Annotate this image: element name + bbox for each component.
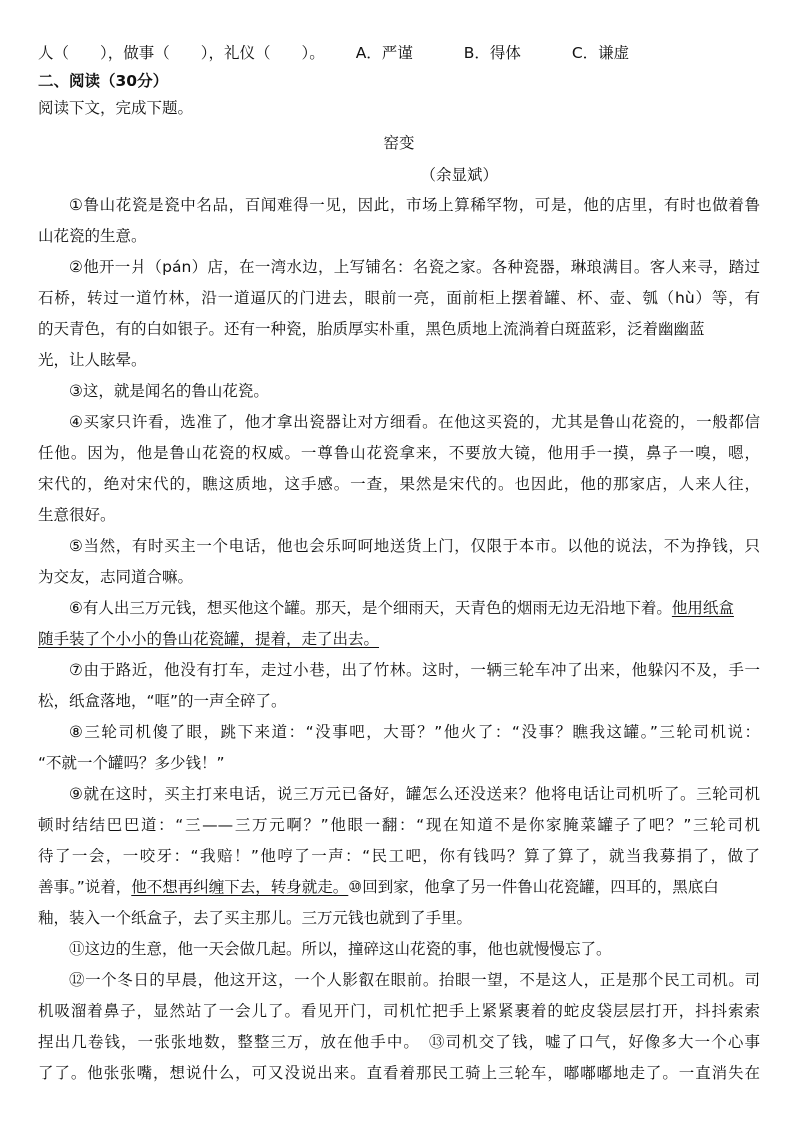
choice-blanks-text: 人（ ），做事（ ），礼仪（ ）。 [38,44,325,62]
paragraph-line: ②他开一爿（pán）店，在一湾水边，上写铺名：名瓷之家。各种瓷器，琳琅满目。客人来寻，踏过 [69,258,760,276]
paragraph-line: 任他。因为，他是鲁山花瓷的权威。一尊鲁山花瓷拿来，不要放大镜，他用手一摸，鼻子一嗅，嗯， [38,444,760,462]
paragraph-text: 善事。”说着， [38,878,132,896]
reading-instruction: 阅读下文，完成下题。 [38,99,194,117]
paragraph-line: ③这，就是闻名的鲁山花瓷。 [69,382,269,400]
underlined-sentence: 他用纸盒 [671,599,734,617]
paragraph-line: 了了。他张张嘴，想说什么，可又没说出来。直看着那民工骑上三轮车，嘟嘟嘟地走了。一直消失在 [38,1064,760,1082]
paragraph-line: ⑫一个冬日的早晨，他这开这，一个人影叡在眼前。抬眼一望，不是这人，正是那个民工司机。司 [69,971,760,989]
choice-line [38,38,760,68]
paragraph-line: 山花瓷的生意。 [38,227,147,245]
paragraph-line: ⑦由于路近，他没有打车，走过小巷，出了竹林。这时，一辆三轮车冲了出来，他躲闪不及，手一 [69,661,760,679]
paragraph-line: ④买家只许看，选准了，他才拿出瓷器让对方细看。在他这买瓷的，尤其是鲁山花瓷的，一般都信 [69,413,760,431]
paragraph-line [38,593,760,624]
option-c: C．谦虚 [571,44,630,62]
paragraph-line: 光，让人眩晕。 [38,351,147,369]
paragraph-line: “不就一个罐吗？多少钱！” [38,754,225,772]
paragraph-line: 生意很好。 [38,506,116,524]
paragraph-line [38,872,760,903]
paragraph-line: ⑤当然，有时买主一个电话，他也会乐呵呵地送货上门，仅限于本市。以他的说法，不为挣钱，只 [69,537,760,555]
paragraph-line [38,624,760,655]
paragraph-line: 石桥，转过一道竹林，沿一道逼仄的门进去，眼前一亮，面前柜上摆着罐、杯、壶、瓠（hù）等，有 [38,289,760,307]
paragraph-line: 为交友，志同道合嘛。 [38,568,194,586]
paragraph-line: 釉，装入一个纸盒子，去了买主那儿。三万元钱也就到了手里。 [38,909,473,927]
paragraph-line: ⑪这边的生意，他一天会做几起。所以，撞碎这山花瓷的事，他也就慢慢忘了。 [69,940,612,958]
option-a: A．严谨 [355,44,413,62]
paragraph-line: 顿时结结巴巴道：“三——三万元啊？”他眼一翻：“现在知道不是你家腌菜罐子了吧？”三轮司机 [38,816,760,834]
paragraph-line: 宋代的，绝对宋代的，瞧这质地，这手感。一查，果然是宋代的。也因此，他的那家店，人来人往， [38,475,760,493]
paragraph-text: ⑩回到家，他拿了另一件鲁山花瓷罐，四耳的，黑底白 [348,878,719,896]
paragraph-line: 机吸溜着鼻子，显然站了一会儿了。看见开门，司机忙把手上紧紧裹着的蛇皮袋层层打开，抖抖索索 [38,1002,760,1020]
paragraph-text: ⑥有人出三万元钱，想买他这个罐。那天，是个细雨天，天青色的烟雨无边无沿地下着。 [69,599,672,617]
passage-author: （余显斌） [420,166,498,184]
underlined-sentence: 他不想再纠缠下去，转身就走。 [131,878,349,896]
paragraph-line: ①鲁山花瓷是瓷中名品，百闻难得一见，因此，市场上算稀罕物，可是，他的店里，有时也做着鲁 [69,196,760,214]
passage-title: 窑变 [383,134,415,152]
paragraph-line: 的天青色，有的白如银子。还有一种瓷，胎质厚实朴重，黑色质地上流淌着白斑蓝彩，泛着幽幽蓝 [38,320,705,338]
paragraph-line: ⑧三轮司机傻了眼，跳下来道：“没事吧，大哥？”他火了：“没事？瞧我这罐。”三轮司机说： [69,723,760,741]
paragraph-line: 捏出几卷钱，一张张地数，整整三万，放在他手中。 ⑬司机交了钱，嘘了口气，好像多大一个心事 [38,1033,760,1051]
document-page [38,38,760,1089]
paragraph-line: 松，纸盒落地，“哐”的一声全碎了。 [38,692,287,710]
paragraph-line: 待了一会，一咬牙：“我赔！”他哼了一声：“民工吧，你有钱吗？算了算了，就当我募捐了，做了 [38,847,760,865]
paragraph-line: ⑨就在这时，买主打来电话，说三万元已备好，罐怎么还没送来？他将电话让司机听了。三轮司机 [69,785,760,803]
option-b: B．得体 [463,44,521,62]
underlined-sentence: 随手装了个小小的鲁山花瓷罐，提着，走了出去。 [38,630,380,648]
section-heading: 二、阅读（30分） [38,72,169,90]
